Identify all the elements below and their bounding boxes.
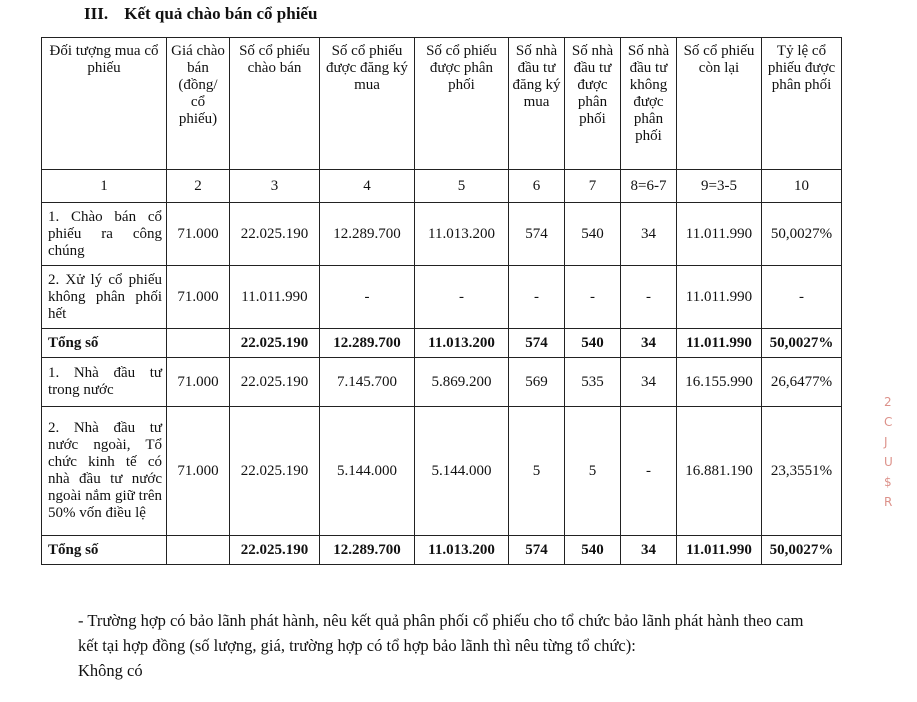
row-label: Tổng số: [42, 329, 167, 358]
investors-distributed-cell: 540: [565, 203, 621, 266]
shares-registered-cell: 5.144.000: [320, 407, 415, 536]
column-header: Số cổ phiếu còn lại: [677, 38, 762, 170]
note-text: - Trường hợp có bảo lãnh phát hành, nêu kết quả phân phối cổ phiếu cho tổ chức bảo lãnh phát hành theo cam kết tại hợp đồng (số lượng, giá, trường hợp có tổ hợp bảo lãnh thì nêu từng tổ chức):: [78, 611, 804, 655]
shares-offered-cell: 22.025.190: [230, 536, 320, 565]
shares-registered-cell: 12.289.700: [320, 536, 415, 565]
column-header: Số nhà đầu tư được phân phối: [565, 38, 621, 170]
shares-offered-cell: 22.025.190: [230, 358, 320, 407]
investors-distributed-cell: 5: [565, 407, 621, 536]
shares-remaining-cell: 11.011.990: [677, 266, 762, 329]
investors-not-distributed-cell: 34: [621, 536, 677, 565]
stamp-glyph: 2: [884, 395, 892, 409]
column-index-row: [42, 170, 842, 203]
table-header-row: [42, 38, 842, 170]
investors-registered-cell: 574: [509, 203, 565, 266]
row-label: 1. Nhà đầu tư trong nước: [42, 358, 167, 407]
column-index: 10: [762, 170, 842, 203]
shares-distributed-cell: 11.013.200: [415, 536, 509, 565]
stamp-glyph: U: [884, 455, 893, 469]
shares-remaining-cell: 16.881.190: [677, 407, 762, 536]
investors-not-distributed-cell: 34: [621, 329, 677, 358]
column-index: 2: [167, 170, 230, 203]
stamp-glyph: J: [884, 435, 888, 449]
investors-not-distributed-cell: -: [621, 407, 677, 536]
column-header: Số cổ phiếu được phân phối: [415, 38, 509, 170]
column-index: 1: [42, 170, 167, 203]
investors-registered-cell: 569: [509, 358, 565, 407]
investors-not-distributed-cell: -: [621, 266, 677, 329]
shares-registered-cell: 12.289.700: [320, 203, 415, 266]
investors-registered-cell: 5: [509, 407, 565, 536]
investors-distributed-cell: 540: [565, 536, 621, 565]
shares-offered-cell: 22.025.190: [230, 203, 320, 266]
distribution-ratio-cell: 50,0027%: [762, 329, 842, 358]
row-label: 1. Chào bán cổ phiếu ra công chúng: [42, 203, 167, 266]
distribution-ratio-cell: 26,6477%: [762, 358, 842, 407]
distribution-ratio-cell: 50,0027%: [762, 536, 842, 565]
shares-distributed-cell: 11.013.200: [415, 329, 509, 358]
column-header: Số cổ phiếu chào bán: [230, 38, 320, 170]
column-header: Tỷ lệ cổ phiếu được phân phối: [762, 38, 842, 170]
distribution-ratio-cell: 23,3551%: [762, 407, 842, 536]
total-row: [42, 536, 842, 565]
table-row: [42, 203, 842, 266]
stamp-glyph: C: [884, 415, 893, 429]
shares-distributed-cell: 11.013.200: [415, 203, 509, 266]
column-header: Số nhà đầu tư đăng ký mua: [509, 38, 565, 170]
column-index: 9=3-5: [677, 170, 762, 203]
column-index: 8=6-7: [621, 170, 677, 203]
section-heading: [84, 4, 317, 24]
shares-registered-cell: 7.145.700: [320, 358, 415, 407]
offer-price-cell: 71.000: [167, 407, 230, 536]
distribution-ratio-cell: -: [762, 266, 842, 329]
row-label: Tổng số: [42, 536, 167, 565]
shares-offered-cell: 11.011.990: [230, 266, 320, 329]
column-header: Đối tượng mua cổ phiếu: [42, 38, 167, 170]
row-label: 2. Nhà đầu tư nước ngoài, Tổ chức kinh tế có nhà đầu tư nước ngoài nắm giữ trên 50% vốn điều lệ: [42, 407, 167, 536]
investors-distributed-cell: 535: [565, 358, 621, 407]
shares-registered-cell: 12.289.700: [320, 329, 415, 358]
investors-registered-cell: -: [509, 266, 565, 329]
shares-offered-cell: 22.025.190: [230, 407, 320, 536]
shares-remaining-cell: 11.011.990: [677, 203, 762, 266]
investors-distributed-cell: 540: [565, 329, 621, 358]
shares-remaining-cell: 11.011.990: [677, 329, 762, 358]
underwriting-note: [78, 608, 808, 683]
shares-registered-cell: -: [320, 266, 415, 329]
investors-distributed-cell: -: [565, 266, 621, 329]
shares-remaining-cell: 11.011.990: [677, 536, 762, 565]
section-number: III.: [84, 4, 109, 23]
offer-price-cell: 71.000: [167, 358, 230, 407]
offer-price-cell: 71.000: [167, 203, 230, 266]
table-row: [42, 358, 842, 407]
stamp-glyph: $: [884, 475, 892, 489]
shares-distributed-cell: -: [415, 266, 509, 329]
table-row: [42, 407, 842, 536]
distribution-ratio-cell: 50,0027%: [762, 203, 842, 266]
section-title: Kết quả chào bán cổ phiếu: [124, 4, 318, 23]
investors-registered-cell: 574: [509, 329, 565, 358]
column-index: 7: [565, 170, 621, 203]
column-index: 4: [320, 170, 415, 203]
stamp-glyph: R: [884, 495, 893, 509]
column-header: Giá chào bán (đồng/ cổ phiếu): [167, 38, 230, 170]
investors-registered-cell: 574: [509, 536, 565, 565]
total-row: [42, 329, 842, 358]
offer-price-cell: [167, 329, 230, 358]
table-row: [42, 266, 842, 329]
shares-offered-cell: 22.025.190: [230, 329, 320, 358]
margin-stamp: [884, 392, 904, 512]
column-index: 5: [415, 170, 509, 203]
shares-distributed-cell: 5.144.000: [415, 407, 509, 536]
note-answer: Không có: [78, 661, 143, 680]
column-index: 3: [230, 170, 320, 203]
column-header: Số cổ phiếu được đăng ký mua: [320, 38, 415, 170]
shares-remaining-cell: 16.155.990: [677, 358, 762, 407]
row-label: 2. Xử lý cổ phiếu không phân phối hết: [42, 266, 167, 329]
investors-not-distributed-cell: 34: [621, 358, 677, 407]
column-header: Số nhà đầu tư không được phân phối: [621, 38, 677, 170]
shares-distributed-cell: 5.869.200: [415, 358, 509, 407]
investors-not-distributed-cell: 34: [621, 203, 677, 266]
column-index: 6: [509, 170, 565, 203]
offering-results-table: [41, 37, 842, 565]
offer-price-cell: 71.000: [167, 266, 230, 329]
offer-price-cell: [167, 536, 230, 565]
